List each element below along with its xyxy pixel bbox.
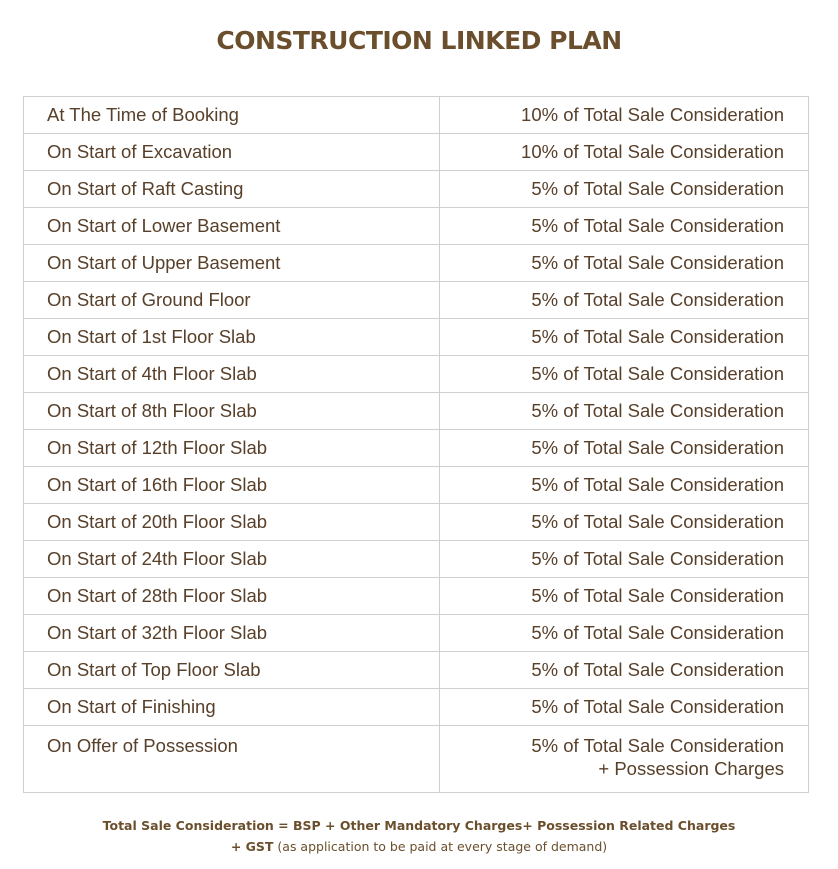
table-row bbox=[24, 282, 809, 319]
stage-cell: On Start of Upper Basement bbox=[24, 245, 440, 282]
stage-cell: On Start of Finishing bbox=[24, 689, 440, 726]
table-row bbox=[24, 615, 809, 652]
amount-extra-text: + Possession Charges bbox=[598, 758, 784, 779]
table-row bbox=[24, 134, 809, 171]
stage-cell: On Start of 32th Floor Slab bbox=[24, 615, 440, 652]
stage-cell: On Offer of Possession bbox=[24, 726, 440, 793]
table-row bbox=[24, 208, 809, 245]
table-row bbox=[24, 319, 809, 356]
stage-cell: On Start of Raft Casting bbox=[24, 171, 440, 208]
amount-cell: 5% of Total Sale Consideration bbox=[440, 652, 809, 689]
table-row bbox=[24, 652, 809, 689]
stage-cell: On Start of 28th Floor Slab bbox=[24, 578, 440, 615]
table-row bbox=[24, 393, 809, 430]
stage-cell: On Start of Ground Floor bbox=[24, 282, 440, 319]
table-row bbox=[24, 245, 809, 282]
amount-cell: 5% of Total Sale Consideration bbox=[440, 615, 809, 652]
amount-cell bbox=[440, 726, 809, 793]
amount-cell: 5% of Total Sale Consideration bbox=[440, 245, 809, 282]
stage-cell: On Start of 24th Floor Slab bbox=[24, 541, 440, 578]
footnote bbox=[0, 815, 838, 857]
page-title: CONSTRUCTION LINKED PLAN bbox=[216, 26, 622, 55]
footnote-gst: + GST bbox=[230, 839, 274, 854]
footnote-line-1 bbox=[0, 815, 838, 836]
stage-cell: On Start of 1st Floor Slab bbox=[24, 319, 440, 356]
amount-cell: 5% of Total Sale Consideration bbox=[440, 689, 809, 726]
amount-cell: 5% of Total Sale Consideration bbox=[440, 208, 809, 245]
stage-cell: On Start of Top Floor Slab bbox=[24, 652, 440, 689]
footnote-gst-note: (as application to be paid at every stage of demand) bbox=[273, 839, 608, 854]
amount-cell: 5% of Total Sale Consideration bbox=[440, 393, 809, 430]
amount-cell: 5% of Total Sale Consideration bbox=[440, 356, 809, 393]
table-row bbox=[24, 356, 809, 393]
footnote-line-2 bbox=[0, 836, 838, 857]
amount-cell: 5% of Total Sale Consideration bbox=[440, 430, 809, 467]
amount-cell: 5% of Total Sale Consideration bbox=[440, 541, 809, 578]
stage-cell: On Start of 20th Floor Slab bbox=[24, 504, 440, 541]
stage-cell: On Start of Lower Basement bbox=[24, 208, 440, 245]
table-row bbox=[24, 541, 809, 578]
table-row bbox=[24, 171, 809, 208]
payment-plan-table bbox=[23, 96, 809, 793]
amount-cell: 5% of Total Sale Consideration bbox=[440, 282, 809, 319]
stage-cell: On Start of 16th Floor Slab bbox=[24, 467, 440, 504]
stage-cell: On Start of 4th Floor Slab bbox=[24, 356, 440, 393]
amount-cell: 10% of Total Sale Consideration bbox=[440, 97, 809, 134]
amount-cell: 5% of Total Sale Consideration bbox=[440, 504, 809, 541]
table-row bbox=[24, 726, 809, 793]
table-row bbox=[24, 430, 809, 467]
amount-cell: 10% of Total Sale Consideration bbox=[440, 134, 809, 171]
stage-cell: On Start of Excavation bbox=[24, 134, 440, 171]
amount-cell: 5% of Total Sale Consideration bbox=[440, 578, 809, 615]
table-row bbox=[24, 689, 809, 726]
stage-cell: On Start of 12th Floor Slab bbox=[24, 430, 440, 467]
table-row bbox=[24, 578, 809, 615]
stage-cell: On Start of 8th Floor Slab bbox=[24, 393, 440, 430]
table-row bbox=[24, 504, 809, 541]
amount-cell: 5% of Total Sale Consideration bbox=[440, 467, 809, 504]
footnote-definition: Total Sale Consideration = BSP + Other Mandatory Charges+ Possession Related Charges bbox=[102, 818, 736, 833]
amount-cell: 5% of Total Sale Consideration bbox=[440, 319, 809, 356]
table-row bbox=[24, 97, 809, 134]
amount-cell: 5% of Total Sale Consideration bbox=[440, 171, 809, 208]
stage-cell: At The Time of Booking bbox=[24, 97, 440, 134]
amount-text: 5% of Total Sale Consideration bbox=[531, 735, 784, 756]
table-row bbox=[24, 467, 809, 504]
